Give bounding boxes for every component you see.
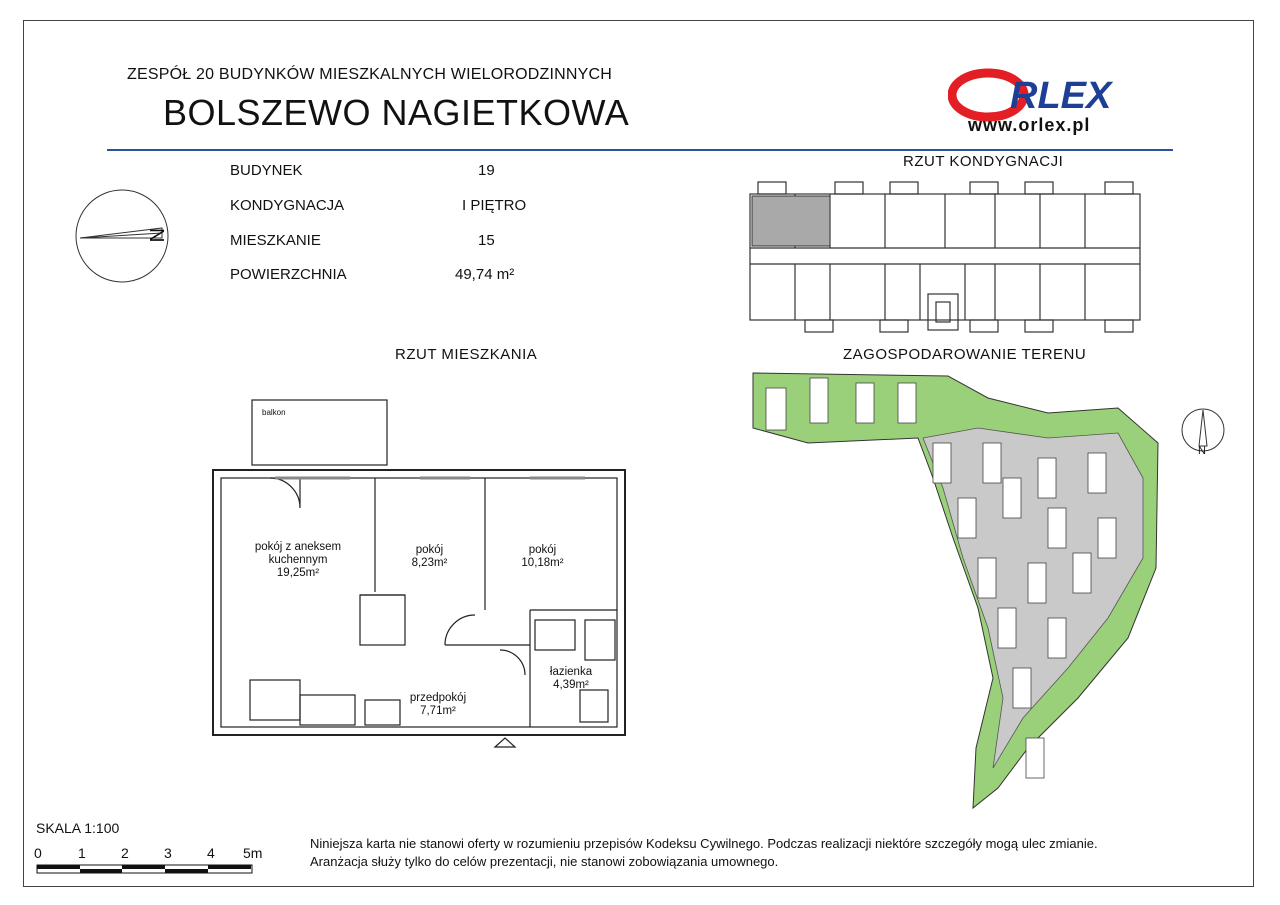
compass-n-label: N: [145, 228, 167, 243]
scale-tick-4: 4: [207, 845, 215, 861]
room-living-kitchen-area: 19,25m²: [276, 567, 320, 579]
scale-tick-2: 2: [121, 845, 129, 861]
room-bedroom-1-name: pokój: [415, 544, 444, 556]
project-title: BOLSZEWO NAGIETKOWA: [163, 92, 630, 133]
balcony-label: balkon: [262, 408, 286, 417]
scale-tick-0: 0: [34, 845, 42, 861]
info-label-building: BUDYNEK: [230, 162, 303, 179]
site-plan-title: ZAGOSPODAROWANIE TERENU: [843, 346, 1087, 363]
highlighted-unit: [752, 196, 830, 246]
floor-plan-drawing: [740, 176, 1145, 336]
disclaimer: [310, 835, 1098, 871]
room-bedroom-2: [505, 544, 580, 570]
room-hallway-name: przedpokój: [409, 692, 467, 704]
scale-tick-3: 3: [164, 845, 172, 861]
disclaimer-line-1: Niniejsza karta nie stanowi oferty w rozumieniu przepisów Kodeksu Cywilnego. Podczas realizacji niektóre szczegóły mogą ulec zmianie.: [310, 836, 1098, 851]
info-value-area: 49,74 m²: [455, 266, 515, 283]
info-value-apartment: 15: [478, 232, 495, 249]
scale-tick-1: 1: [78, 845, 86, 861]
room-bedroom-2-name: pokój: [528, 544, 557, 556]
svg-text:RLEX: RLEX: [1010, 75, 1112, 117]
room-hallway: [398, 692, 478, 718]
site-compass-icon: [1178, 406, 1228, 458]
disclaimer-line-2: Aranżacja służy tylko do celów prezentacji, nie stanowi zobowiązania umownego.: [310, 854, 779, 869]
room-living-kitchen: [238, 541, 358, 580]
info-label-floor: KONDYGNACJA: [230, 197, 345, 214]
compass-icon: [72, 186, 178, 286]
info-label-area: POWIERZCHNIA: [230, 266, 347, 283]
scale-tick-5: 5m: [243, 845, 263, 861]
room-bathroom: [535, 666, 607, 692]
room-bathroom-name: łazienka: [549, 666, 593, 678]
room-bedroom-1-area: 8,23m²: [411, 557, 448, 569]
scale-bar: [36, 864, 256, 876]
room-bedroom-1: [392, 544, 467, 570]
logo-url: www.orlex.pl: [968, 115, 1091, 135]
scale-label: SKALA 1:100: [36, 820, 120, 836]
room-bathroom-area: 4,39m²: [553, 679, 589, 691]
floor-plan-title: RZUT KONDYGNACJI: [903, 153, 1064, 170]
project-subtitle: ZESPÓŁ 20 BUDYNKÓW MIESZKALNYCH WIELORODZINNYCH: [127, 66, 613, 83]
header-rule: [107, 149, 1173, 151]
site-plan-drawing: [748, 368, 1188, 813]
info-label-apartment: MIESZKANIE: [230, 232, 321, 249]
room-living-kitchen-name: pokój z aneksem kuchennym: [254, 541, 342, 566]
info-value-floor: I PIĘTRO: [462, 197, 527, 214]
room-bedroom-2-area: 10,18m²: [521, 557, 564, 569]
room-hallway-area: 7,71m²: [420, 705, 456, 717]
apartment-plan-title: RZUT MIESZKANIA: [395, 346, 538, 363]
info-value-building: 19: [478, 162, 495, 179]
site-compass-n-label: N: [1198, 445, 1206, 457]
